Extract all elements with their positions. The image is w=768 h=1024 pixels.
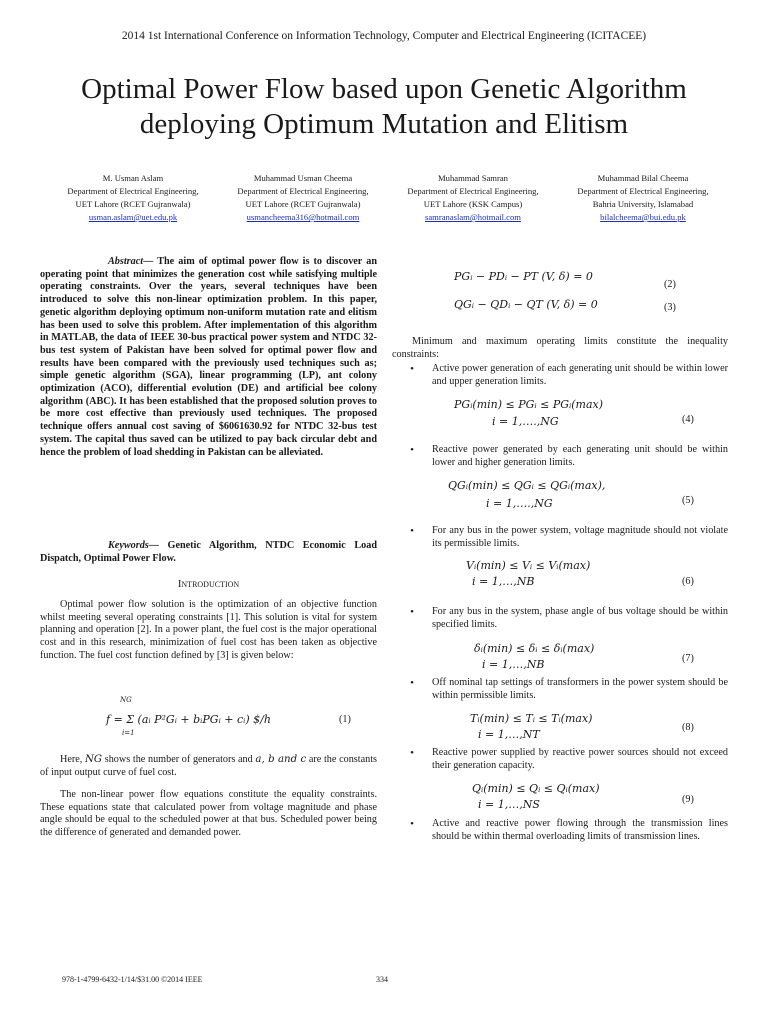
intro-paragraph-1: Optimal power flow solution is the optimization of an objective function whilst meeting several operating constraints [1]. This solution is vital for system planning and operation [2]. In a power plant, the fuel cost is the major operational cost and in this research, minimization of fuel cost has been taken as objective function. The fuel cost function defined by [3] is given below: bbox=[40, 599, 377, 661]
bullet-icon: • bbox=[410, 525, 414, 537]
equation-8-line-2: i = 1,…,NT bbox=[478, 728, 540, 741]
conference-header: 2014 1st International Conference on Information Technology, Computer and Electrical Engineering (ICITACEE) bbox=[121, 30, 647, 42]
p2-ng: NG bbox=[85, 754, 103, 765]
equation-4 bbox=[392, 398, 728, 430]
constraint-item bbox=[392, 363, 728, 388]
equation-6-line-2: i = 1,…,NB bbox=[472, 575, 535, 588]
abstract bbox=[40, 256, 377, 459]
equation-4-line-1: PGᵢ(min) ≤ PGᵢ ≤ PGᵢ(max) bbox=[454, 398, 604, 411]
title-line-2: deploying Optimum Mutation and Elitism bbox=[139, 108, 629, 140]
bullet-icon: • bbox=[410, 363, 414, 375]
author-inst: UET Lahore (RCET Gujranwala) bbox=[75, 199, 191, 209]
equation-2 bbox=[392, 270, 728, 290]
equation-5 bbox=[392, 479, 728, 511]
equation-9 bbox=[392, 782, 728, 814]
author-4 bbox=[558, 172, 728, 224]
author-email[interactable]: usman.aslam@uet.edu.pk bbox=[88, 212, 178, 222]
footer-isbn: 978-1-4799-6432-1/14/$31.00 ©2014 IEEE bbox=[62, 975, 203, 984]
equation-1-body: f = Σ (aᵢ P²Gᵢ + bᵢPGᵢ + cᵢ) $/h bbox=[106, 713, 271, 726]
p2-part-a: Here, bbox=[60, 754, 86, 765]
bullet-icon: • bbox=[410, 606, 414, 618]
equation-9-line-1: Qᵢ(min) ≤ Qᵢ ≤ Qᵢ(max) bbox=[472, 782, 600, 795]
equation-7-number: (7) bbox=[682, 653, 694, 664]
abstract-text: The aim of optimal power flow is to discover an operating point that minimizes the generation cost while satisfying multiple operating constraints. Over the years, several techniques have been introduced to solve this non-linear optimization problem. In this paper, genetic algorithm deploying optimum non-uniform mutation rate and elitism has been used to solve this problem. After implementation of this algorithm in MATLAB, the data of IEEE 30-bus practical power system and NTDC 32-bus test system of Pakistan have been solved for optimal power flow and results have been compared with the previously used techniques such as; simple genetic algorithm (SGA), linear programming (LP), ant colony optimization (ACO), differential evolution (DE) and artificial bee colony algorithm (ABC). It has been established that the proposed solution proves to be more cost effective than previously used techniques. The proposed technique offers annual cost saving of $6061630.92 for NTDC 32-bus test system. The capital thus saved can be utilized to pay back circular debt and hence the problem of load shedding in Pakistan can be alleviated. bbox=[40, 256, 377, 458]
constraint-text: For any bus in the system, phase angle of bus voltage should be within specified limits. bbox=[432, 606, 728, 630]
author-name: Muhammad Samran bbox=[438, 173, 508, 183]
author-email[interactable]: usmancheema316@hotmail.com bbox=[246, 212, 360, 222]
constraint-text: Active and reactive power flowing through the transmission lines should be within thermal overloading limits of transmission lines. bbox=[432, 818, 728, 842]
keywords-text: Genetic Algorithm, NTDC Economic Load Dispatch, Optimal Power Flow. bbox=[40, 540, 377, 564]
constraint-text: Off nominal tap settings of transformers in the power system should be within permissible limits. bbox=[432, 677, 728, 701]
equation-1-number: (1) bbox=[339, 714, 351, 725]
bullet-icon: • bbox=[410, 747, 414, 759]
equation-4-number: (4) bbox=[682, 414, 694, 425]
author-3 bbox=[388, 172, 558, 224]
author-1 bbox=[48, 172, 218, 224]
author-name: Muhammad Bilal Cheema bbox=[597, 173, 689, 183]
title-line-1: Optimal Power Flow based upon Genetic Algorithm bbox=[81, 73, 687, 105]
author-inst: UET Lahore (RCET Gujranwala) bbox=[245, 199, 361, 209]
author-name: M. Usman Aslam bbox=[102, 173, 164, 183]
sum-lower-limit: i=1 bbox=[122, 729, 135, 737]
sum-upper-limit: NG bbox=[120, 696, 132, 704]
equation-8 bbox=[392, 712, 728, 744]
constraint-item bbox=[392, 747, 728, 772]
equation-6-line-1: Vᵢ(min) ≤ Vᵢ ≤ Vᵢ(max) bbox=[466, 559, 591, 572]
footer-page-number: 334 bbox=[376, 975, 388, 984]
equation-9-line-2: i = 1,…,NS bbox=[478, 798, 540, 811]
constraint-item bbox=[392, 444, 728, 469]
equation-3-number: (3) bbox=[664, 302, 676, 313]
equation-3-body: QGᵢ − QDᵢ − QT (V, δ) = 0 bbox=[454, 298, 598, 311]
equation-6 bbox=[392, 559, 728, 591]
paper-title bbox=[40, 72, 728, 142]
equation-3 bbox=[392, 298, 728, 318]
author-name: Muhammad Usman Cheema bbox=[253, 173, 353, 183]
keywords-label: Keywords— bbox=[108, 540, 159, 551]
author-email[interactable]: samranaslam@hotmail.com bbox=[425, 212, 521, 222]
author-block bbox=[48, 172, 728, 224]
intro-paragraph-2 bbox=[40, 754, 377, 779]
section-heading-introduction: Introduction bbox=[177, 578, 240, 590]
constraint-item bbox=[392, 606, 728, 631]
constraint-text: Reactive power generated by each generating unit should be within lower and higher generation limits. bbox=[432, 444, 728, 468]
constraint-item bbox=[392, 525, 728, 550]
equation-5-line-1: QGᵢ(min) ≤ QGᵢ ≤ QGᵢ(max), bbox=[448, 479, 606, 492]
constraint-text: For any bus in the power system, voltage magnitude should not violate its permissible limits. bbox=[432, 525, 728, 549]
author-inst: Bahria University, Islamabad bbox=[592, 199, 694, 209]
abstract-label: Abstract— bbox=[108, 256, 154, 267]
equation-5-line-2: i = 1,….,NG bbox=[486, 497, 553, 510]
bullet-icon: • bbox=[410, 677, 414, 689]
equation-4-line-2: i = 1,….,NG bbox=[492, 415, 559, 428]
author-inst: UET Lahore (KSK Campus) bbox=[423, 199, 523, 209]
equation-1 bbox=[40, 696, 377, 740]
bullet-icon: • bbox=[410, 444, 414, 456]
author-dept: Department of Electrical Engineering, bbox=[407, 186, 539, 196]
equation-6-number: (6) bbox=[682, 576, 694, 587]
author-dept: Department of Electrical Engineering, bbox=[237, 186, 369, 196]
bullet-icon: • bbox=[410, 818, 414, 830]
author-2 bbox=[218, 172, 388, 224]
equation-8-line-1: Tᵢ(min) ≤ Tᵢ ≤ Tᵢ(max) bbox=[470, 712, 593, 725]
constraint-text: Active power generation of each generating unit should be within lower and upper generation limits. bbox=[432, 363, 728, 387]
equation-9-number: (9) bbox=[682, 794, 694, 805]
equation-7 bbox=[392, 642, 728, 674]
equation-2-body: PGᵢ − PDᵢ − PT (V, δ) = 0 bbox=[454, 270, 593, 283]
p2-abc: a, b and c bbox=[255, 754, 307, 765]
equation-5-number: (5) bbox=[682, 495, 694, 506]
author-email[interactable]: bilalcheema@bui.edu.pk bbox=[600, 212, 686, 222]
author-dept: Department of Electrical Engineering, bbox=[67, 186, 199, 196]
keywords bbox=[40, 540, 377, 565]
author-dept: Department of Electrical Engineering, bbox=[577, 186, 709, 196]
p2-part-b: shows the number of generators and bbox=[102, 754, 256, 765]
equation-8-number: (8) bbox=[682, 722, 694, 733]
equation-7-line-2: i = 1,…,NB bbox=[482, 658, 545, 671]
inequality-intro: Minimum and maximum operating limits constitute the inequality constraints: bbox=[392, 336, 728, 360]
constraint-item bbox=[392, 818, 728, 843]
intro-paragraph-3: The non-linear power flow equations constitute the equality constraints. These equations state that calculated power from voltage magnitude and phase angle should be equal to the scheduled power at that bus. Scheduled power being the difference of generated and demanded power. bbox=[40, 789, 377, 839]
equation-2-number: (2) bbox=[664, 279, 676, 290]
constraint-item bbox=[392, 677, 728, 702]
equation-7-line-1: δᵢ(min) ≤ δᵢ ≤ δᵢ(max) bbox=[474, 642, 595, 655]
constraint-text: Reactive power supplied by reactive power sources should not exceed their generation capacity. bbox=[432, 747, 728, 771]
p2-part-c: are the constants of input output curve of fuel cost. bbox=[40, 754, 378, 778]
